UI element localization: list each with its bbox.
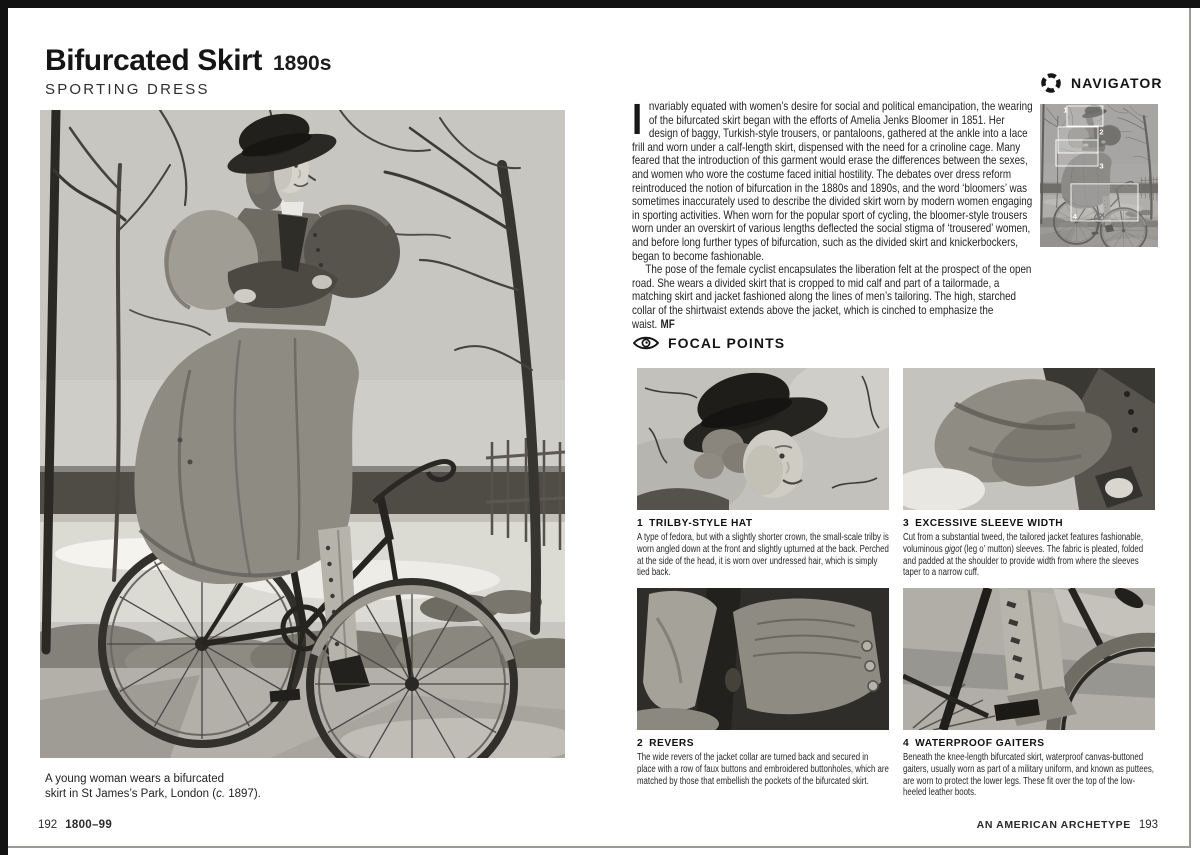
photo-caption: A young woman wears a bifurcated skirt in St James’s Park, London (c. 1897). <box>45 773 261 800</box>
lifebuoy-icon <box>1040 72 1062 94</box>
navigator-thumbnail-art <box>1040 104 1158 247</box>
page-title-year: 1890s <box>273 52 332 75</box>
eye-icon <box>633 334 659 352</box>
author-initials: MF <box>660 316 675 331</box>
focal-image-revers <box>637 588 889 730</box>
focal-caption-title-1: 1 TRILBY-STYLE HAT <box>637 518 753 529</box>
focal-points-header <box>633 334 785 352</box>
article-paragraph-2: The pose of the female cyclist encapsulates the liberation felt at the prospect of the open road. She wears a divided skirt that is cropped to mid calf and part of a tailormade, a matching skirt and jacket fashioned along the lines of men’s tailoring. The high, starched collar of the shirtwaist extends above the jacket, which is cinched to emphasize the waist. <box>632 262 1032 331</box>
focal-caption-body-2: The wide revers of the jacket collar are turned back and secured in place with a row of faux buttons and embroidered buttonholes, which are matched by those that embellish the pockets of the bifurcated skirt. <box>637 752 889 787</box>
photo-caption-line1: A young woman wears a bifurcated <box>45 773 224 785</box>
focal-caption-title-3: 3 EXCESSIVE SLEEVE WIDTH <box>903 518 1064 529</box>
nav-region-number-1: 1 <box>1063 105 1068 115</box>
article-paragraph-1: nvariably equated with women’s desire for social and political emancipation, the wearing of the bifurcated skirt began with the efforts of Amelia Jenks Bloomer in 1851. Her design of baggy, Turkish-style trousers, or pantaloons, gathered at the ankle into a lace frill and worn under a calf-length skirt, dispensed with the need for a crinoline cage. Many feared that the introduction of this garment would erase the differences between the sexes, and women who wore the costume faced initial hostility. The debates over dress reform reintroduced the notion of bifurcation in the 1880s and 1890s, and the word ‘bloomers’ was sometimes inaccurately used to describe the divided skirt worn by modern women engaging in sporting activities. When worn for the popular sport of cycling, the bloomer-style trousers worn under an overskirt of various lengths deflected the social stigma of ‘trousered’ women, and before long further types of bifurcation, such as the divided skirt and knickerbockers, began to become fashionable. <box>632 100 1033 263</box>
navigator-header <box>1040 72 1163 94</box>
era-label: 1800–99 <box>65 819 113 831</box>
page-subtitle: SPORTING DRESS <box>45 81 210 98</box>
article-text <box>632 100 1036 336</box>
focal-point-4 <box>903 588 1155 799</box>
footer-right <box>632 819 1158 831</box>
focal-point-2 <box>637 588 889 787</box>
nav-region-number-4: 4 <box>1072 212 1078 222</box>
focal-image-sleeve <box>903 368 1155 510</box>
nav-region-number-3: 3 <box>1099 161 1104 171</box>
page-edge-right <box>1189 8 1191 848</box>
focal-caption-body-4: Beneath the knee-length bifurcated skirt, waterproof canvas-buttoned gaiters, usually worn as part of a military uniform, and known as puttees, are worn to protect the lower legs. These fit over the top of the low-heeled leather boots. <box>903 752 1154 799</box>
focal-caption-body-3: Cut from a substantial tweed, the tailored jacket features fashionable, voluminous gigot (leg o’ mutton) sleeves. The fabric is pleated, folded and padded at the shoulder to provide width from where the sleeves taper to a narrow cuff. <box>903 532 1144 579</box>
nav-region-number-2: 2 <box>1099 127 1104 137</box>
focal-caption-title-2: 2 REVERS <box>637 738 695 749</box>
focal-image-gaiters <box>903 588 1155 730</box>
main-photo-illustration <box>40 110 565 758</box>
page-number-left: 192 <box>38 819 58 831</box>
dropcap: I <box>632 100 643 144</box>
page-title: Bifurcated Skirt <box>45 44 262 77</box>
navigator-thumbnail <box>1040 104 1158 247</box>
chapter-label: AN AMERICAN ARCHETYPE <box>976 819 1131 831</box>
focal-caption-body-1: A type of fedora, but with a slightly shorter crown, the small-scale trilby is worn angled down at the front and slightly upturned at the back. Perched at the side of the head, it is worn over undressed hair, which is simply tied back. <box>637 532 889 579</box>
page-title-block <box>45 44 331 98</box>
page-edge-bottom <box>8 846 1191 848</box>
footer-left <box>38 819 112 831</box>
focal-point-3 <box>903 368 1155 579</box>
focal-image-hat <box>637 368 889 510</box>
focal-points-label: FOCAL POINTS <box>668 335 786 351</box>
navigator-label: NAVIGATOR <box>1071 75 1163 91</box>
main-photograph <box>40 110 565 758</box>
focal-point-1 <box>637 368 889 579</box>
scan-edge-left <box>0 0 8 855</box>
focal-caption-title-4: 4 WATERPROOF GAITERS <box>903 738 1045 749</box>
scan-edge-top <box>0 0 1200 8</box>
page-number-right: 193 <box>1138 819 1158 831</box>
